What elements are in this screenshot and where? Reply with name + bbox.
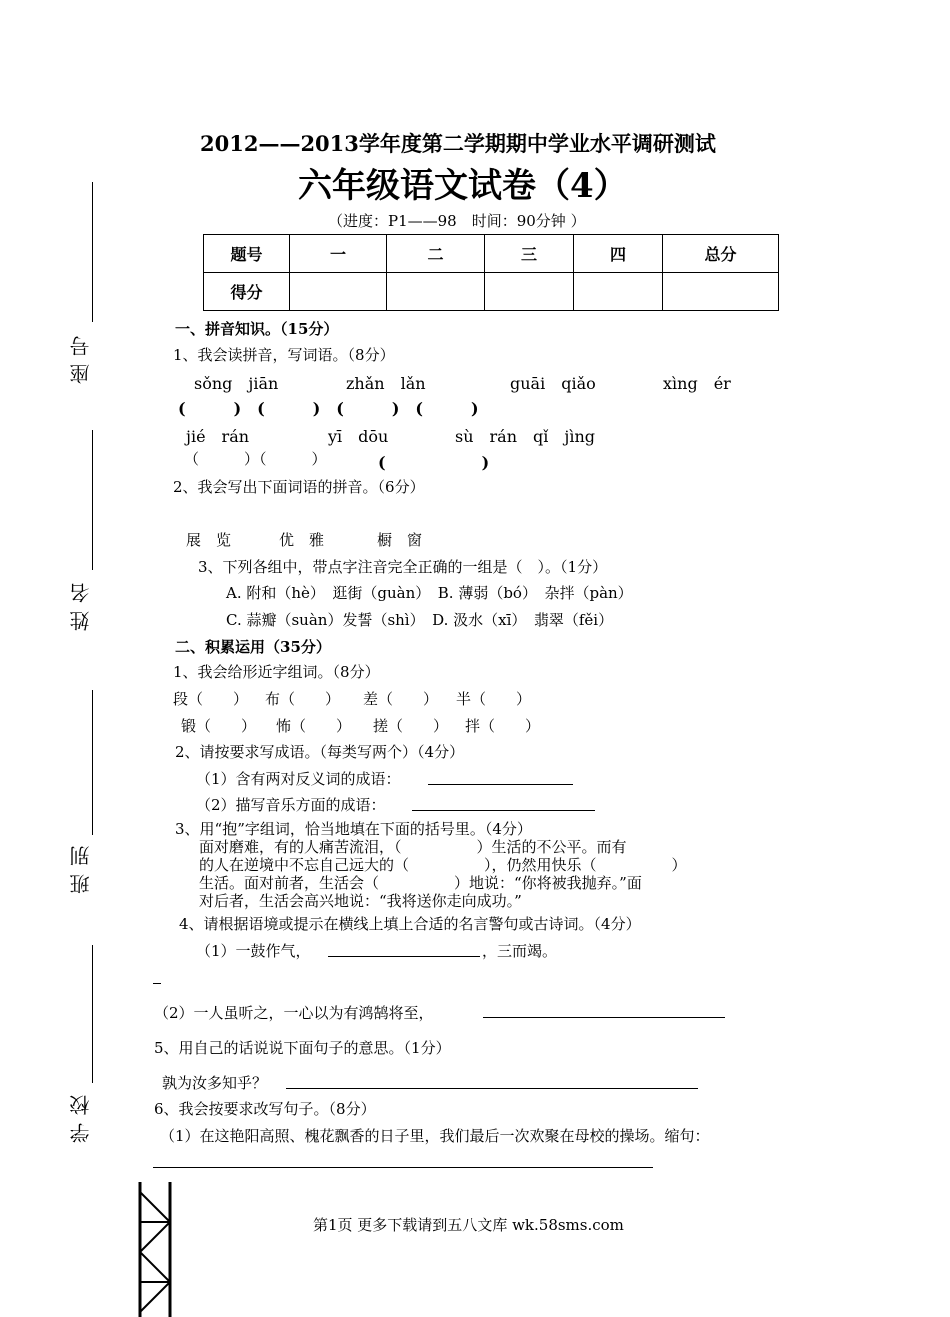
answer-line[interactable] <box>328 956 480 957</box>
answer-line[interactable] <box>483 1017 725 1018</box>
score-cell[interactable] <box>574 273 663 311</box>
word-item: 展 览 <box>186 531 232 549</box>
char-item: 怖（ ） <box>276 717 352 735</box>
pinyin-item: guāi qiǎo <box>510 374 596 393</box>
char-item: 搓（ ） <box>373 717 449 735</box>
answer-brackets-row2[interactable]: （ ）（ ） <box>184 450 327 468</box>
s2-q3-passage-line: 的人在逆境中不忘自己远大的（ ），仍然用快乐（ ） <box>199 856 687 874</box>
s2-q4-1-end: ，三而竭。 <box>482 942 558 960</box>
char-item: 差（ ） <box>363 690 439 708</box>
s2-q4: 4、请根据语境或提示在横线上填上合适的名言警句或古诗词。（4分） <box>179 915 641 933</box>
s1-q3: 3、下列各组中，带点字注音完全正确的一组是（ ）。（1分） <box>198 558 608 576</box>
score-cell[interactable] <box>663 273 779 311</box>
section1-title: 一、拼音知识。（15分） <box>175 320 339 338</box>
answer-line[interactable] <box>286 1088 698 1089</box>
side-label-seat: 座号 <box>69 328 93 384</box>
s2-q2: 2、请按要求写成语。（每类写两个）（4分） <box>175 743 465 761</box>
s2-q2-1: （1）含有两对反义词的成语： <box>196 770 401 788</box>
score-table-header-row <box>204 235 779 273</box>
margin-line-class <box>92 690 93 835</box>
pinyin-item: sù rán qǐ jìng <box>455 427 595 446</box>
s1-q2: 2、我会写出下面词语的拼音。（6分） <box>173 478 425 496</box>
side-label-class: 班别 <box>69 838 93 894</box>
pinyin-item: zhǎn lǎn <box>346 374 426 393</box>
binding-strip <box>135 1182 177 1317</box>
section2-title: 二、积累运用（35分） <box>175 638 331 656</box>
answer-line[interactable] <box>428 784 573 785</box>
char-item: 半（ ） <box>456 690 532 708</box>
score-header-cell: 二 <box>387 235 485 273</box>
pinyin-item: xìng ér <box>663 374 731 393</box>
answer-line[interactable] <box>153 1167 653 1168</box>
score-cell[interactable] <box>290 273 387 311</box>
s2-q3: 3、用“抱”字组词，恰当地填在下面的括号里。（4分） <box>175 820 532 838</box>
s2-q5: 5、用自己的话说说下面句子的意思。（1分） <box>154 1039 451 1057</box>
s2-q1: 1、我会给形近字组词。（8分） <box>173 663 380 681</box>
char-item: 段（ ） <box>173 690 249 708</box>
char-item: 布（ ） <box>265 690 341 708</box>
pinyin-item: sǒng jiān <box>194 374 279 393</box>
score-header-cell: 题号 <box>204 235 290 273</box>
score-header-cell: 三 <box>485 235 574 273</box>
exam-subtitle: 2012——2013学年度第二学期期中学业水平调研测试 <box>200 131 716 156</box>
exam-title: 六年级语文试卷（4） <box>298 166 628 206</box>
s2-q3-passage-line: 对后者，生活会高兴地说：“我将送你走向成功。” <box>199 892 522 910</box>
s1-q3-options-cd: C. 蒜瓣（suàn）发誓（shì） D. 汲水（xī） 翡翠（fěi） <box>226 611 614 629</box>
word-item: 橱 窗 <box>377 531 423 549</box>
s2-q4-2: （2）一人虽听之，一心以为有鸿鹄将至， <box>154 1004 434 1022</box>
side-label-name: 姓名 <box>69 575 93 631</box>
score-header-cell: 一 <box>290 235 387 273</box>
char-item: 锻（ ） <box>181 717 257 735</box>
side-label-school: 学校 <box>69 1087 93 1143</box>
exam-info: （进度：P1——98 时间：90分钟 ） <box>328 212 586 230</box>
score-table-score-row <box>204 273 779 311</box>
s2-q3-passage-line: 面对磨难，有的人痛苦流泪，（ ）生活的不公平。而有 <box>199 838 627 856</box>
score-cell[interactable] <box>387 273 485 311</box>
score-cell[interactable] <box>485 273 574 311</box>
s2-q4-1-start: （1）一鼓作气， <box>196 942 311 960</box>
margin-line-seat <box>92 182 93 322</box>
s1-q1: 1、我会读拼音，写词语。（8分） <box>173 346 395 364</box>
s1-q3-options-ab: A. 附和（hè） 逛街（guàn） B. 薄弱（bó） 杂拌（pàn） <box>226 584 633 602</box>
s2-q6: 6、我会按要求改写句子。（8分） <box>154 1100 376 1118</box>
s2-q3-passage-line: 生活。面对前者，生活会（ ）地说：“你将被我抛弃。”面 <box>199 874 642 892</box>
answer-brackets-row1[interactable]: ( ) ( ) ( ) ( ) <box>178 399 479 418</box>
page-footer: 第1页 更多下载请到五八文库 wk.58sms.com <box>313 1216 624 1234</box>
s2-q6-1: （1）在这艳阳高照、槐花飘香的日子里，我们最后一次欢聚在母校的操场。缩句： <box>160 1127 710 1145</box>
pinyin-item: yī dōu <box>328 427 389 446</box>
margin-line-name <box>92 430 93 570</box>
pinyin-item: jié rán <box>186 427 250 446</box>
stray-mark <box>153 983 161 984</box>
s2-q5-sentence: 孰为汝多知乎？ <box>162 1074 268 1092</box>
score-table <box>203 234 779 311</box>
score-header-cell: 四 <box>574 235 663 273</box>
score-row-label: 得分 <box>204 273 290 311</box>
s2-q2-2: （2）描写音乐方面的成语： <box>196 796 386 814</box>
word-item: 优 雅 <box>279 531 325 549</box>
margin-line-school <box>92 945 93 1083</box>
char-item: 拌（ ） <box>465 717 541 735</box>
answer-brackets-row2-long[interactable]: ( ) <box>378 453 490 472</box>
score-header-cell: 总分 <box>663 235 779 273</box>
answer-line[interactable] <box>412 810 595 811</box>
